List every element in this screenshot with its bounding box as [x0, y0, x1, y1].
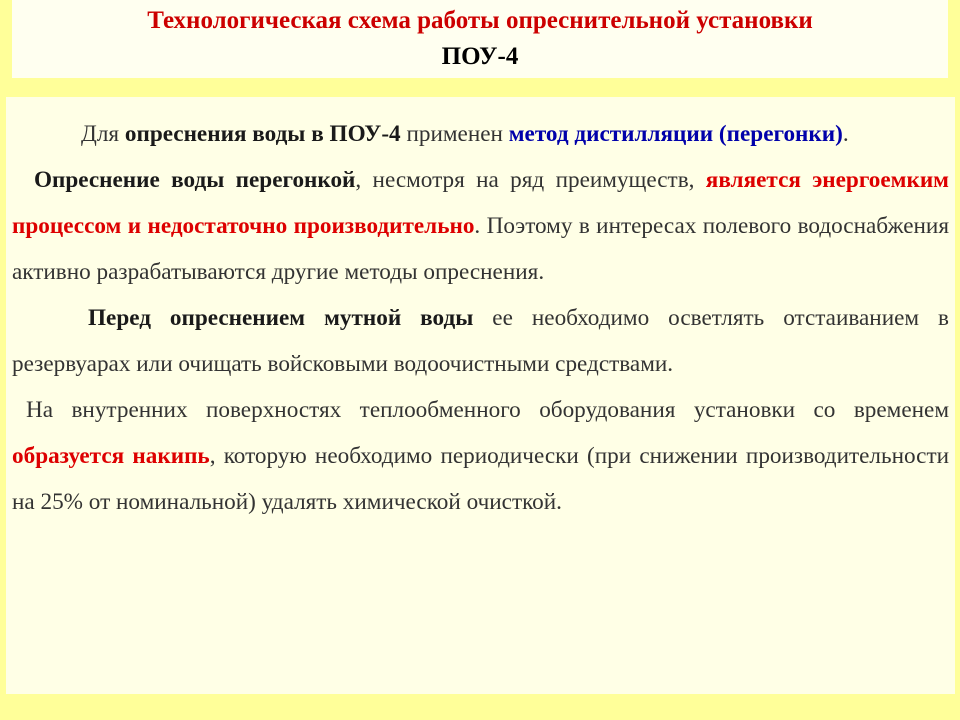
p2-text-1: , несмотря на ряд преимуществ,: [355, 167, 706, 193]
p1-text-3: .: [842, 121, 849, 147]
paragraph-1: [12, 111, 949, 157]
p1-text-2: применен: [400, 121, 509, 147]
p4-text-2: , которую необходимо периодически (при снижении производительности на 25% от номинальной) удалять химической очисткой.: [12, 443, 949, 515]
p2-red-emphasis: является энергоемким процессом и недостаточно производительно: [12, 167, 949, 239]
p3-text-1: ее необходимо осветлять отстаиванием в резервуарах или очищать войсковыми водоочистными средствами.: [12, 305, 950, 377]
paragraph-3: [12, 295, 949, 387]
content-box: [6, 97, 955, 694]
p1-blue-emphasis: метод дистилляции (перегонки): [508, 121, 843, 147]
p4-red-emphasis: образуется накипь: [12, 443, 210, 469]
slide-title: Технологическая схема работы опреснительной установки: [147, 7, 813, 34]
slide-subtitle: ПОУ-4: [441, 43, 519, 70]
p2-text-2: . Поэтому в интересах полевого водоснабжения активно разрабатываются другие методы опреснения.: [12, 213, 949, 285]
paragraph-4: [12, 387, 949, 525]
p1-bold-1: опреснения воды в ПОУ-4: [124, 121, 401, 147]
paragraph-2: [12, 157, 949, 295]
p2-bold-1: Опреснение воды перегонкой: [34, 167, 356, 193]
p1-text-1: Для: [81, 121, 125, 147]
title-box: [12, 0, 948, 78]
p4-text-1: На внутренних поверхностях теплообменного оборудования установки со временем: [26, 397, 949, 423]
p3-bold-1: Перед опреснением мутной воды: [88, 305, 474, 331]
